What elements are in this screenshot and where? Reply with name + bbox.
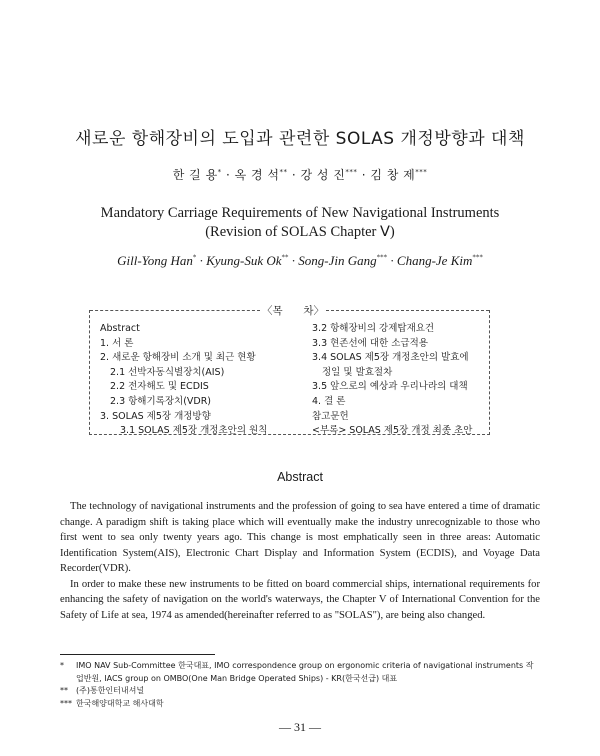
author-affiliation-mark: *** (376, 253, 388, 262)
footnote-mark: ** (60, 686, 68, 696)
toc-border-right (326, 310, 489, 311)
toc-item: 2.1 선박자동식별장치(AIS) (110, 366, 225, 378)
toc-item: 3. SOLAS 제5장 개정방향 (100, 410, 211, 422)
toc-item: 정일 및 발효절차 (322, 366, 393, 378)
toc-item: 2. 새로운 항해장비 소개 및 최근 현황 (100, 352, 256, 364)
author-affiliation-mark: ** (281, 253, 289, 262)
abstract-paragraph-2: In order to make these new instruments to be fitted on board commercial ships, international requirements for enhancing the safety of navigation on the world's waterways, the Chapter V of International Convention for the Safety of Life at sea, 1974 as amended(hereinafter referred to as "SOLAS"), are being also changed. (60, 578, 540, 621)
toc-heading (262, 303, 324, 318)
toc-item: 3.3 현존선에 대한 소급적용 (312, 337, 428, 349)
toc-item: 3.5 앞으로의 예상과 우리나라의 대책 (312, 381, 468, 393)
toc-item: <부록> SOLAS 제5장 개정 최종 초안 (312, 425, 473, 437)
author-name: Gill-Yong Han (117, 253, 193, 268)
author-list-english (0, 253, 600, 269)
author-affiliation-mark: *** (415, 168, 428, 176)
footnote-mark: *** (60, 698, 72, 708)
toc-border-left (90, 310, 260, 311)
author-separator: · (387, 253, 397, 268)
footnote (60, 685, 540, 698)
footnote-text: (주)통한인터내셔널 (76, 686, 145, 696)
footnote-mark: * (60, 661, 64, 670)
author-name: Chang-Je Kim (396, 253, 473, 268)
author-separator: · (288, 253, 299, 268)
toc-left-column (100, 322, 267, 439)
toc-item: 3.1 SOLAS 제5장 개정초안의 원칙 (120, 425, 268, 437)
author-list-korean (0, 166, 600, 183)
footnote-text: 한국해양대학교 해사대학 (76, 698, 164, 708)
toc-item: 1. 서 론 (100, 337, 134, 349)
footnote (60, 660, 540, 685)
author-separator: · (221, 168, 235, 182)
toc-item: 참고문헌 (312, 410, 349, 422)
author-separator: · (287, 168, 301, 182)
page-number: — 31 — (279, 720, 321, 734)
author-name: Song-Jin Gang (298, 253, 377, 268)
footnotes (60, 660, 540, 710)
author-separator: · (196, 253, 207, 268)
author-name: 옥 경 석 (234, 168, 280, 182)
toc-item: Abstract (100, 323, 140, 334)
paper-title-korean: 새로운 항해장비의 도입과 관련한 SOLAS 개정방향과 대책 (75, 129, 525, 149)
author-name: Kyung-Suk Ok (206, 253, 282, 268)
toc-item: 4. 결 론 (312, 395, 346, 407)
author-separator: · (357, 168, 371, 182)
author-name: 김 창 제 (370, 168, 416, 182)
author-affiliation-mark: ** (279, 168, 288, 176)
author-affiliation-mark: * (192, 253, 197, 262)
author-name: 한 길 용 (172, 168, 218, 182)
footnote (60, 698, 540, 711)
toc-item: 3.4 SOLAS 제5장 개정초안의 발효에 (312, 352, 469, 364)
toc-item: 3.2 항해장비의 강제탑재요건 (312, 323, 435, 334)
toc-heading-close: 차〉 (303, 305, 324, 317)
abstract-heading: Abstract (277, 470, 323, 484)
abstract-paragraph-1: The technology of navigational instruments and the profession of going to sea have entered a time of dramatic change. A paradigm shift is taking place which will eventually make the industry unrecognizable to those who first went to sea only twenty years ago. This change is most emphatically seen in three areas: Automatic Identification System(AIS), Electronic Chart Display and Information System (ECDIS), and Voyage Data Recorder(VDR). (60, 501, 540, 574)
paper-title-english (0, 204, 600, 242)
toc-item: 2.3 항해기록장치(VDR) (110, 395, 212, 407)
author-affiliation-mark: *** (472, 253, 483, 262)
toc-item: 2.2 전자해도 및 ECDIS (110, 381, 209, 393)
table-of-contents (89, 305, 490, 437)
toc-heading-open: 〈목 (262, 305, 283, 317)
author-affiliation-mark: *** (345, 168, 358, 176)
footnote-rule (60, 654, 215, 655)
title-english-line-2: (Revision of SOLAS Chapter Ⅴ) (205, 224, 395, 240)
author-affiliation-mark: * (217, 168, 222, 176)
title-english-line-1: Mandatory Carriage Requirements of New Navigational Instruments (100, 205, 500, 221)
author-name: 강 성 진 (300, 168, 346, 182)
toc-right-column (312, 322, 472, 439)
footnote-text: IMO NAV Sub-Committee 한국대표, IMO correspondence group on ergonomic criteria of navigational instruments 작업반원, IACS group on OMBO(One Man Bridge Operated Ships) - KR(한국선급) 대표 (76, 661, 534, 683)
abstract-body (60, 499, 540, 623)
